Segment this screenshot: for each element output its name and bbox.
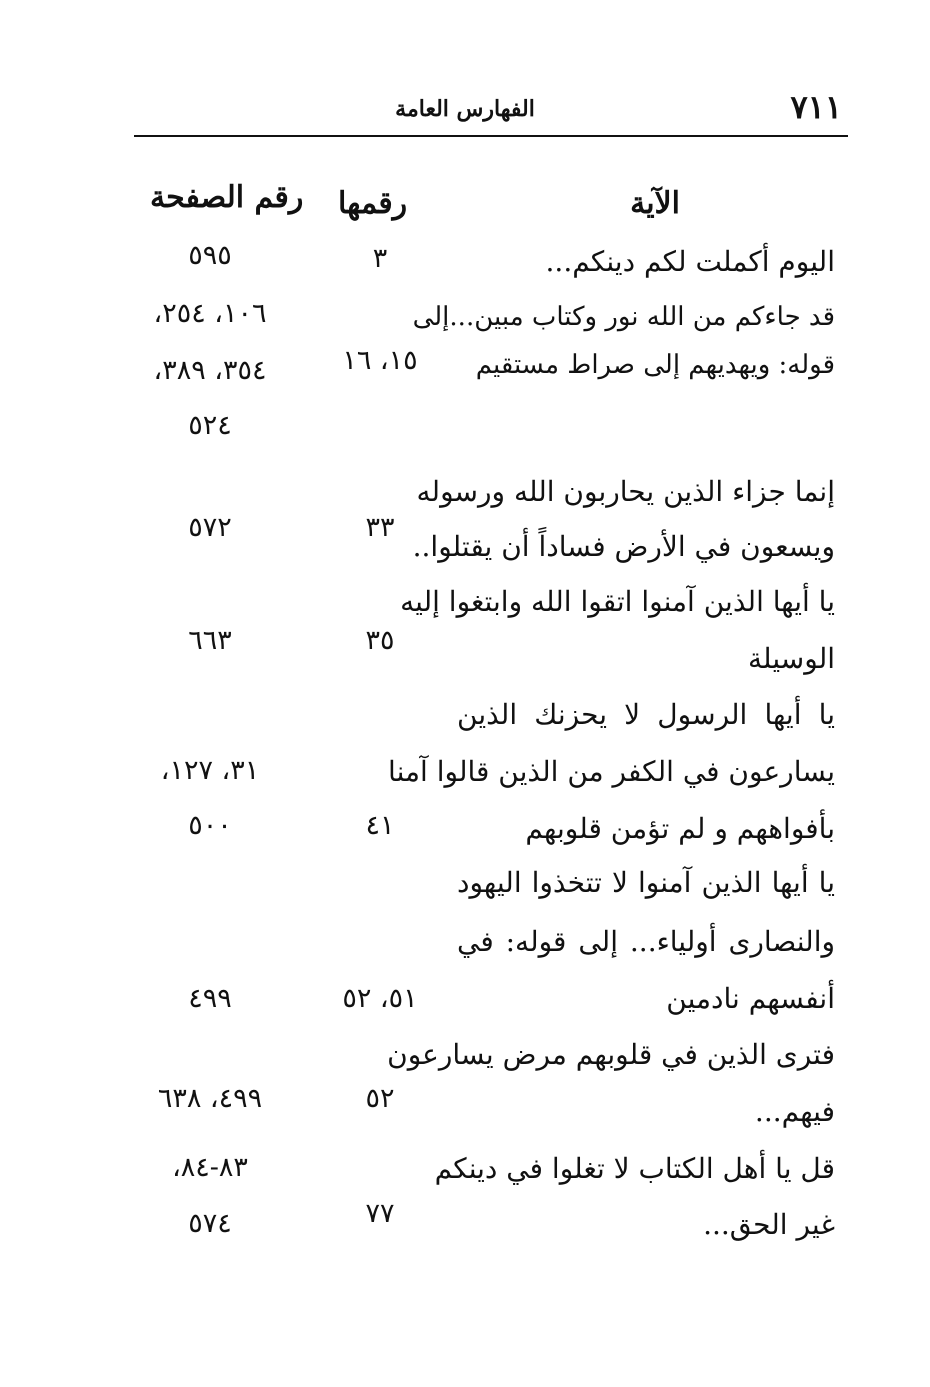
verse-number: ٧٧ <box>365 1198 395 1229</box>
running-title: الفهارس العامة <box>395 96 535 122</box>
verse-line: يا أيها الذين آمنوا اتقوا الله وابتغوا إليه <box>400 585 835 618</box>
column-header-page-number: رقم الصفحة <box>150 180 304 215</box>
verse-line: قل يا أهل الكتاب لا تغلوا في دينكم <box>434 1152 835 1185</box>
verse-line: قد جاءكم من الله نور وكتاب مبين...إلى <box>412 302 835 332</box>
page-reference: ٥٧٢ <box>188 512 232 543</box>
verse-line: الوسيلة <box>748 642 835 675</box>
verse-number: ١٥، ١٦ <box>342 345 418 376</box>
page-reference: ٦٦٣ <box>188 625 232 656</box>
verse-line: والنصارى أولياء... إلى قوله: في <box>457 925 835 958</box>
verse-number: ٤١ <box>365 810 395 841</box>
page-reference: ٣٥٤، ٣٨٩، <box>153 355 267 386</box>
verse-line: غير الحق... <box>703 1208 835 1241</box>
verse-line: اليوم أكملت لكم دينكم... <box>545 245 835 278</box>
page-reference: ٨٣-٨٤، <box>172 1152 248 1183</box>
column-header-verse-number: رقمها <box>338 186 408 221</box>
page-reference: ٥٢٤ <box>188 410 232 441</box>
page-reference: ٣١، ١٢٧، <box>160 755 260 786</box>
page-reference: ٥٩٥ <box>188 240 232 271</box>
page-reference: ٥٠٠ <box>188 810 232 841</box>
page-reference: ٤٩٩، ٦٣٨ <box>157 1083 263 1114</box>
column-header-verse: الآية <box>630 186 680 221</box>
verse-line: يا أيها الذين آمنوا لا تتخذوا اليهود <box>457 866 835 899</box>
verse-number: ٣ <box>372 243 388 274</box>
verse-line: بأفواههم و لم تؤمن قلوبهم <box>525 812 835 845</box>
verse-line: فيهم... <box>754 1095 835 1128</box>
verse-line: إنما جزاء الذين يحاربون الله ورسوله <box>416 475 835 508</box>
page-reference: ١٠٦، ٢٥٤، <box>153 298 267 329</box>
page-number: ٧١١ <box>790 88 842 126</box>
page-reference: ٥٧٤ <box>188 1208 232 1239</box>
verse-number: ٣٥ <box>365 625 395 656</box>
verse-line: فترى الذين في قلوبهم مرض يسارعون <box>387 1038 835 1071</box>
verse-line: أنفسهم نادمين <box>666 982 835 1015</box>
verse-number: ٥١، ٥٢ <box>342 983 418 1014</box>
header-rule <box>134 135 848 137</box>
verse-number: ٣٣ <box>365 512 395 543</box>
verse-line: يسارعون في الكفر من الذين قالوا آمنا <box>388 755 835 788</box>
verse-line: ويسعون في الأرض فساداً أن يقتلوا.. <box>412 530 835 563</box>
verse-number: ٥٢ <box>365 1083 395 1114</box>
verse-line: يا أيها الرسول لا يحزنك الذين <box>457 698 835 731</box>
page-reference: ٤٩٩ <box>188 983 232 1014</box>
verse-line: قوله: ويهديهم إلى صراط مستقيم <box>475 350 835 380</box>
